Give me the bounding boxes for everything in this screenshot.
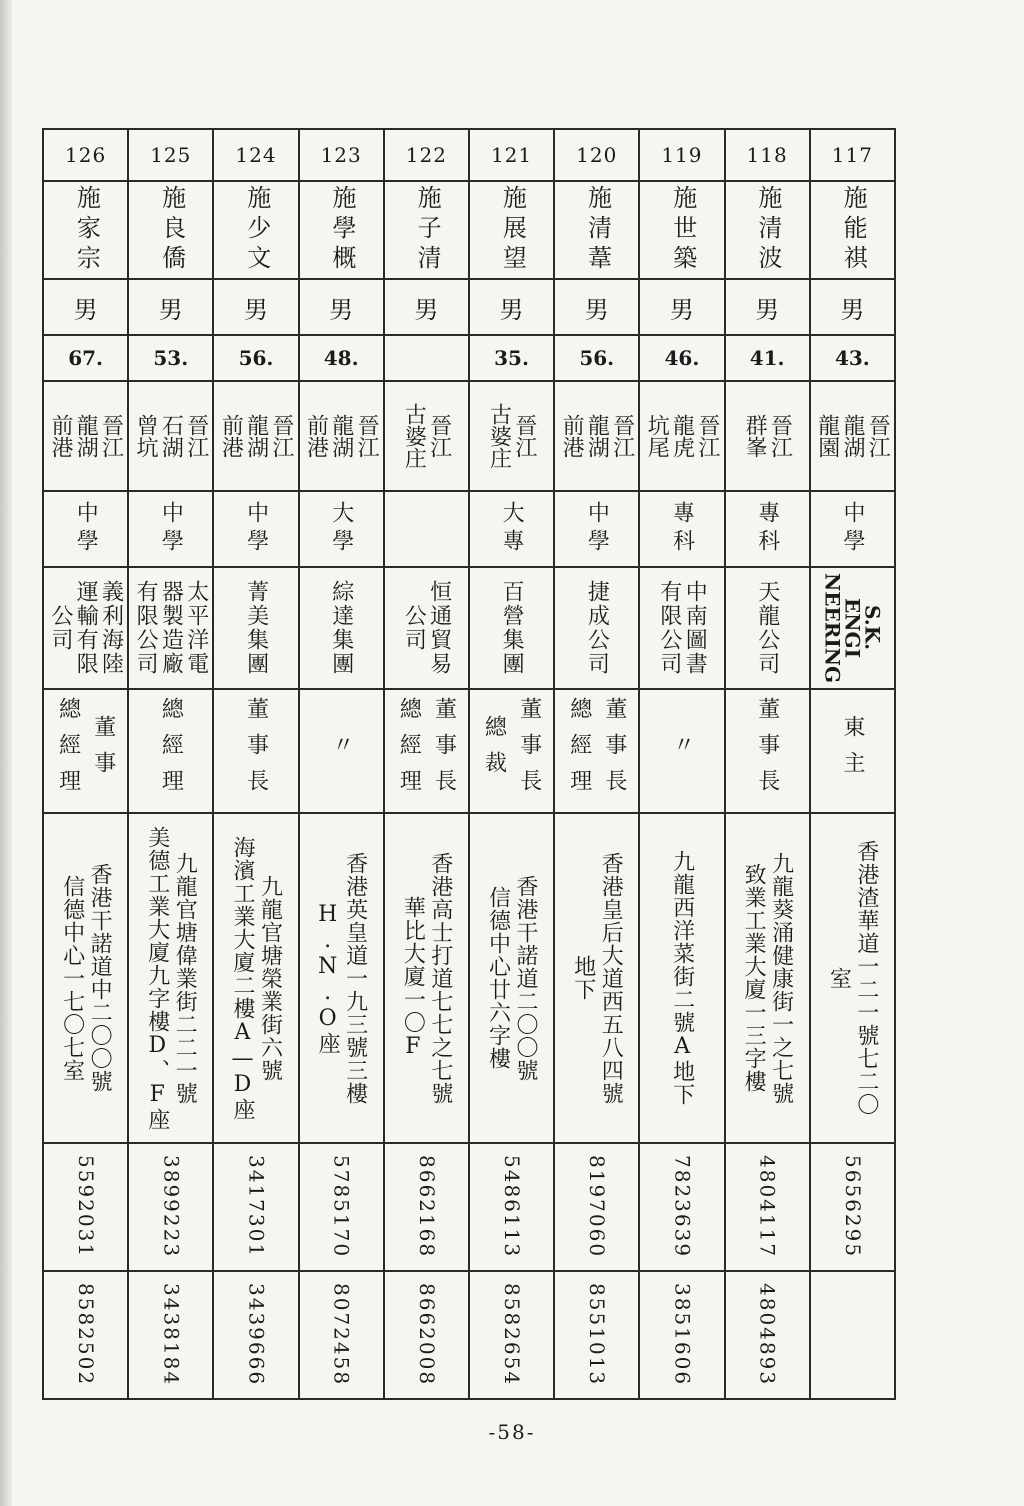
name-cell: [810, 181, 895, 279]
record-edu: 中學: [243, 501, 269, 557]
record-tel2: 4804893: [755, 1283, 780, 1387]
record-no: 121: [490, 143, 533, 167]
row-number: [43, 129, 895, 181]
row-address: [43, 813, 895, 1143]
pos-cell: [554, 689, 639, 813]
record-sex: 男: [840, 295, 865, 324]
record-tel2: 8662008: [414, 1283, 439, 1387]
num-cell: [554, 129, 639, 181]
record-no: 119: [661, 143, 703, 167]
phone-cell: [554, 1143, 639, 1271]
phone-cell: [43, 1271, 128, 1399]
record-address: 九龍官塘榮業街六號 海濱工業大廈二樓A—D座: [229, 835, 283, 1121]
addr-cell: [299, 813, 384, 1143]
name-cell: [725, 181, 810, 279]
row-sex: [43, 279, 895, 335]
sex-cell: [299, 279, 384, 335]
num-cell: [384, 129, 469, 181]
sex-cell: [128, 279, 213, 335]
origin-cell: [639, 381, 724, 491]
age-cell: [469, 335, 554, 381]
record-name: 施清波: [753, 185, 782, 275]
pos-cell: [299, 689, 384, 813]
record-edu: 專科: [669, 501, 695, 557]
pos-cell: [213, 689, 298, 813]
name-cell: [128, 181, 213, 279]
origin-cell: [43, 381, 128, 491]
record-edu: 專科: [754, 501, 780, 557]
record-no: 118: [746, 143, 788, 167]
name-cell: [43, 181, 128, 279]
phone-cell: [128, 1143, 213, 1271]
pos-cell: [384, 689, 469, 813]
sex-cell: [810, 279, 895, 335]
record-company: 中南圖書 有限公司: [656, 580, 708, 676]
edu-cell: [469, 491, 554, 567]
pos-cell: [725, 689, 810, 813]
name-cell: [469, 181, 554, 279]
edu-cell: [725, 491, 810, 567]
record-tel1: 4804117: [755, 1155, 780, 1259]
phone-cell: [554, 1271, 639, 1399]
sex-cell: [469, 279, 554, 335]
name-cell: [554, 181, 639, 279]
age-cell: [639, 335, 724, 381]
co-cell: [299, 567, 384, 689]
record-no: 123: [320, 143, 362, 167]
pos-cell: [639, 689, 724, 813]
num-cell: [810, 129, 895, 181]
origin-cell: [128, 381, 213, 491]
edu-cell: [213, 491, 298, 567]
record-origin: 晉江 龍湖 前港: [218, 414, 294, 458]
record-position: 〃: [328, 733, 354, 769]
record-tel1: 5486113: [500, 1155, 525, 1259]
pos-cell: [43, 689, 128, 813]
record-tel2: 3851606: [670, 1283, 695, 1387]
edu-cell: [554, 491, 639, 567]
record-sex: 男: [755, 295, 780, 324]
num-cell: [43, 129, 128, 181]
age-cell: [810, 335, 895, 381]
phone-cell: [43, 1143, 128, 1271]
record-tel2: 8072458: [329, 1283, 354, 1387]
record-age: 53.: [153, 346, 189, 370]
co-cell: [639, 567, 724, 689]
addr-cell: [43, 813, 128, 1143]
addr-cell: [554, 813, 639, 1143]
age-cell: [299, 335, 384, 381]
member-roster-table: [42, 128, 896, 1400]
num-cell: [213, 129, 298, 181]
sex-cell: [213, 279, 298, 335]
row-education: [43, 491, 895, 567]
record-origin: 晉江 石湖 曾坑: [133, 414, 209, 458]
num-cell: [299, 129, 384, 181]
num-cell: [128, 129, 213, 181]
record-position: 董事長: [243, 697, 269, 805]
record-tel1: 3417301: [244, 1155, 269, 1259]
record-name: 施子清: [413, 185, 442, 275]
record-edu: 大專: [499, 501, 525, 557]
row-phone-1: [43, 1143, 895, 1271]
record-name: 施世築: [668, 185, 697, 275]
addr-cell: [128, 813, 213, 1143]
edu-cell: [384, 491, 469, 567]
record-sex: 男: [158, 295, 183, 324]
record-age: 46.: [664, 346, 700, 370]
edu-cell: [810, 491, 895, 567]
co-cell: [725, 567, 810, 689]
record-name: 施少文: [242, 185, 271, 275]
name-cell: [384, 181, 469, 279]
phone-cell: [725, 1143, 810, 1271]
record-age: 67.: [68, 346, 103, 370]
record-age: 48.: [323, 346, 359, 370]
record-name: 施家宗: [72, 185, 101, 275]
record-no: 122: [405, 143, 447, 167]
phone-cell: [213, 1143, 298, 1271]
record-origin: 晉江 龍湖 前港: [47, 414, 124, 458]
origin-cell: [213, 381, 298, 491]
record-address: 香港高士打道七七之七號 華比大廈一〇F: [400, 851, 453, 1105]
record-tel2: 8582654: [500, 1283, 525, 1387]
origin-cell: [554, 381, 639, 491]
row-origin: [43, 381, 895, 491]
age-cell: [554, 335, 639, 381]
record-address: 九龍官塘偉業街二二一號 美德工業大廈九字樓D、F座: [144, 825, 198, 1131]
record-origin: 晉江 龍湖 前港: [303, 414, 380, 458]
origin-cell: [384, 381, 469, 491]
phone-cell: [299, 1143, 384, 1271]
record-age: 41.: [749, 346, 785, 370]
name-cell: [213, 181, 298, 279]
phone-cell: [725, 1271, 810, 1399]
phone-cell: [810, 1271, 895, 1399]
origin-cell: [725, 381, 810, 491]
sex-cell: [554, 279, 639, 335]
co-cell: [384, 567, 469, 689]
record-address: 九龍西洋菜街二號A地下: [669, 850, 695, 1106]
phone-cell: [384, 1143, 469, 1271]
record-position: 東主: [839, 715, 865, 787]
sex-cell: [43, 279, 128, 335]
record-edu: 大學: [328, 501, 354, 557]
age-cell: [725, 335, 810, 381]
row-name: [43, 181, 895, 279]
phone-cell: [810, 1143, 895, 1271]
record-company: 恒通貿易 公司: [401, 580, 452, 676]
record-position: 董事長: [754, 697, 780, 805]
record-sex: 男: [414, 295, 439, 324]
pos-cell: [469, 689, 554, 813]
record-origin: 晉江 龍湖 前港: [559, 414, 635, 458]
edu-cell: [43, 491, 128, 567]
record-origin: 晉江 龍虎 坑尾: [644, 414, 720, 458]
phone-cell: [299, 1271, 384, 1399]
co-cell: [810, 567, 895, 689]
pos-cell: [810, 689, 895, 813]
record-name: 施學概: [327, 185, 356, 275]
sex-cell: [384, 279, 469, 335]
edu-cell: [128, 491, 213, 567]
record-name: 施良僑: [157, 185, 186, 275]
record-company: S.K. ENGI NEERING: [820, 572, 885, 684]
record-name: 施展望: [498, 185, 527, 275]
record-company: 菁美集團: [243, 580, 269, 676]
num-cell: [639, 129, 724, 181]
name-cell: [639, 181, 724, 279]
record-name: 施能祺: [839, 185, 868, 275]
num-cell: [725, 129, 810, 181]
record-edu: 中學: [73, 501, 99, 557]
phone-cell: [469, 1271, 554, 1399]
record-origin: 晉江 古婆庄: [401, 403, 452, 469]
row-company: [43, 567, 895, 689]
addr-cell: [810, 813, 895, 1143]
age-cell: [128, 335, 213, 381]
record-tel2: 3438184: [159, 1283, 184, 1387]
co-cell: [213, 567, 298, 689]
record-tel2: 8582502: [74, 1283, 99, 1387]
origin-cell: [810, 381, 895, 491]
record-position: 董事長 總經理: [396, 697, 457, 805]
age-cell: [43, 335, 128, 381]
co-cell: [43, 567, 128, 689]
edu-cell: [299, 491, 384, 567]
record-tel1: 5785170: [329, 1155, 354, 1259]
record-position: 董事長 總裁: [481, 697, 542, 805]
record-sex: 男: [669, 295, 694, 324]
name-cell: [299, 181, 384, 279]
record-position: 董事長 總經理: [566, 697, 627, 805]
record-age: 35.: [494, 346, 529, 370]
record-name: 施清葦: [583, 185, 612, 275]
record-company: 太平洋電 器製造廠 有限公司: [133, 580, 209, 676]
edu-cell: [639, 491, 724, 567]
age-cell: [213, 335, 298, 381]
record-sex: 男: [73, 295, 98, 324]
row-age: [43, 335, 895, 381]
phone-cell: [128, 1271, 213, 1399]
record-tel1: 3899223: [159, 1155, 184, 1259]
record-company: 捷成公司: [584, 580, 610, 676]
sex-cell: [639, 279, 724, 335]
record-address: 香港渣華道一二一號七二〇 室: [826, 840, 879, 1116]
phone-cell: [469, 1143, 554, 1271]
record-origin: 晉江 群峯: [742, 414, 793, 458]
record-sex: 男: [329, 295, 354, 324]
record-address: 香港干諾道中二〇〇號 信德中心一七〇七室: [59, 863, 113, 1093]
record-tel1: 7823639: [670, 1155, 695, 1259]
record-position: 〃: [669, 733, 695, 769]
co-cell: [128, 567, 213, 689]
record-address: 香港干諾道二〇〇號 信德中心廿六字樓: [485, 874, 539, 1082]
record-origin: 晉江 古婆庄: [486, 403, 537, 469]
addr-cell: [384, 813, 469, 1143]
pos-cell: [128, 689, 213, 813]
record-edu: 中學: [584, 501, 610, 557]
sex-cell: [725, 279, 810, 335]
origin-cell: [469, 381, 554, 491]
record-company: 天龍公司: [754, 580, 780, 676]
page-number: -58-: [488, 1420, 536, 1444]
record-age: 56.: [579, 346, 615, 370]
record-tel2: 8551013: [585, 1283, 610, 1387]
record-no: 124: [235, 143, 277, 167]
phone-cell: [384, 1271, 469, 1399]
record-company: 綜達集團: [328, 580, 354, 676]
record-no: 117: [831, 143, 873, 167]
record-edu: 中學: [839, 501, 865, 557]
record-tel1: 8662168: [414, 1155, 439, 1259]
origin-cell: [299, 381, 384, 491]
record-position: 董事 總經理: [55, 697, 116, 805]
phone-cell: [639, 1271, 724, 1399]
record-tel1: 5656295: [840, 1155, 865, 1259]
record-edu: 中學: [158, 501, 184, 557]
record-tel1: 5592031: [74, 1155, 99, 1259]
record-no: 125: [150, 143, 192, 167]
record-address: 香港皇后大道西五八四號 地下: [570, 851, 624, 1105]
co-cell: [554, 567, 639, 689]
record-sex: 男: [584, 295, 609, 324]
record-no: 120: [576, 143, 618, 167]
record-address: 香港英皇道一九三號三樓 H.N.O座: [315, 851, 368, 1105]
phone-cell: [213, 1271, 298, 1399]
page-edge: [0, 0, 12, 1506]
record-address: 九龍葵涌健康街一之七號 致業工業大廈一三字樓: [741, 851, 794, 1105]
record-company: 義利海陸 運輸有限 公司: [47, 580, 124, 676]
record-origin: 晉江 龍湖 龍園: [814, 414, 891, 458]
num-cell: [469, 129, 554, 181]
addr-cell: [469, 813, 554, 1143]
addr-cell: [213, 813, 298, 1143]
record-no: 126: [65, 143, 107, 167]
record-sex: 男: [499, 295, 524, 324]
record-sex: 男: [243, 295, 268, 324]
record-age: 43.: [834, 346, 870, 370]
record-position: 總經理: [158, 697, 184, 805]
addr-cell: [725, 813, 810, 1143]
record-tel1: 8197060: [585, 1155, 610, 1259]
row-phone-2: [43, 1271, 895, 1399]
record-age: 56.: [238, 346, 274, 370]
record-company: 百營集團: [499, 580, 525, 676]
age-cell: [384, 335, 469, 381]
phone-cell: [639, 1143, 724, 1271]
addr-cell: [639, 813, 724, 1143]
row-position: [43, 689, 895, 813]
record-tel2: 3439666: [244, 1283, 269, 1387]
co-cell: [469, 567, 554, 689]
